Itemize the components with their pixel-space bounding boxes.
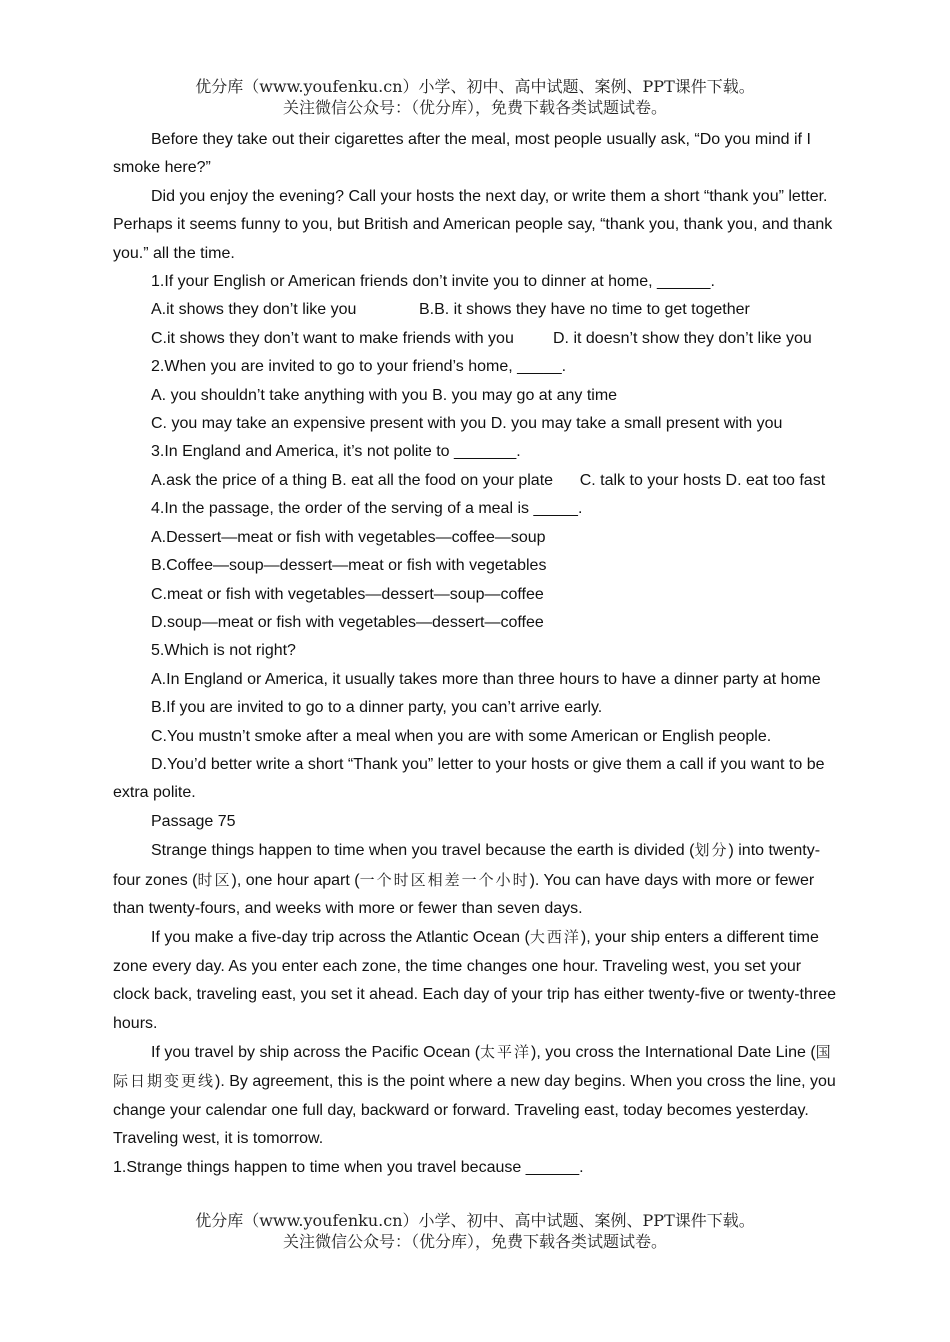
question-1-option-c: C.it shows they don’t want to make friends with you — [151, 329, 514, 347]
passage75-paragraph-atlantic: If you make a five-day trip across the Atlantic Ocean (大西洋), your ship enters a different time zone every day. As you enter each zone, the time changes one hour. Traveling west, you set your clock back, traveling east, you set it ahead. Each day of your trip has either twenty-five or twenty-three hours. — [113, 928, 837, 1032]
question-3-stem: 3.In England and America, it’s not polite to _______. — [151, 443, 521, 461]
chinese-gloss: 太平洋 — [480, 1043, 532, 1061]
chinese-gloss: 大西洋 — [529, 928, 581, 947]
passage75-paragraph-pacific: If you travel by ship across the Pacific Ocean (太平洋), you cross the International Date Line (国际日期变更线). By agreement, this is the point where a new day begins. When you cross the line, you change your calendar one full day, backward or forward. Traveling east, today becomes yesterday. Traveling west, it is tomorrow. — [113, 1043, 836, 1148]
footer-line-2: 关注微信公众号：（优分库），免费下载各类试题试卷。 — [282, 1232, 667, 1251]
header-line-1: 优分库（www.youfenku.cn）小学、初中、高中试题、案例、PPT课件下载。 — [195, 77, 755, 96]
question-4-stem: 4.In the passage, the order of the serving of a meal is _____. — [151, 500, 583, 518]
chinese-gloss: 时区 — [197, 870, 232, 889]
question-3-options: A.ask the price of a thing B. eat all the food on your plate C. talk to your hosts D. eat too fast — [151, 471, 826, 489]
page-header — [0, 76, 950, 118]
question-2-options-cd: C. you may take an expensive present with you D. you may take a small present with you — [151, 415, 783, 433]
passage75-question-1-stem: 1.Strange things happen to time when you travel because ______. — [113, 1158, 584, 1176]
question-4-option-b: B.Coffee—soup—dessert—meat or fish with vegetables — [151, 557, 547, 575]
question-1-option-a: A.it shows they don’t like you — [151, 301, 357, 319]
question-4-option-d: D.soup—meat or fish with vegetables—dessert—coffee — [151, 613, 544, 631]
document-body — [113, 126, 841, 1182]
passage75-title: Passage 75 — [151, 812, 236, 830]
question-5-option-d: D.You’d better write a short “Thank you” letter to your hosts or give them a call if you want to be extra polite. — [113, 755, 825, 802]
passage74-paragraph-thanks: Did you enjoy the evening? Call your hosts the next day, or write them a short “thank you” letter. Perhaps it seems funny to you, but British and American people say, “thank you, thank you, and thank you.” all the time. — [113, 187, 833, 262]
question-1-stem: 1.If your English or American friends don’t invite you to dinner at home, ______. — [151, 273, 715, 291]
question-1-option-d: D. it doesn’t show they don’t like you — [553, 329, 812, 347]
header-line-2: 关注微信公众号：（优分库），免费下载各类试题试卷。 — [282, 98, 667, 117]
chinese-gloss: 国际日期变更线 — [113, 1043, 833, 1091]
chinese-gloss: 一个时区相差一个小时 — [359, 870, 530, 889]
question-5-option-b: B.If you are invited to go to a dinner party, you can’t arrive early. — [151, 699, 603, 717]
question-4-option-a: A.Dessert—meat or fish with vegetables—coffee—soup — [151, 528, 546, 546]
question-5-stem: 5.Which is not right? — [151, 642, 296, 660]
passage75-paragraph-zones: Strange things happen to time when you travel because the earth is divided (划分) into twenty-four zones (时区), one hour apart (一个时区相差一个小时). You can have days with more or fewer than twenty-fours, and weeks with more or fewer than seven days. — [113, 841, 821, 917]
question-2-stem: 2.When you are invited to go to your friend’s home, _____. — [151, 358, 567, 376]
page-footer — [0, 1210, 950, 1252]
chinese-gloss: 划分 — [694, 841, 729, 860]
question-1-option-b: B.B. it shows they have no time to get together — [419, 301, 750, 319]
question-2-options-ab: A. you shouldn’t take anything with you B. you may go at any time — [151, 386, 618, 404]
question-4-option-c: C.meat or fish with vegetables—dessert—soup—coffee — [151, 585, 544, 603]
footer-line-1: 优分库（www.youfenku.cn）小学、初中、高中试题、案例、PPT课件下载。 — [195, 1211, 755, 1230]
question-1-options-cd — [113, 325, 841, 353]
question-5-option-c: C.You mustn’t smoke after a meal when you are with some American or English people. — [151, 727, 772, 745]
question-5-option-a: A.In England or America, it usually takes more than three hours to have a dinner party at home — [151, 670, 821, 688]
passage74-paragraph-smoking: Before they take out their cigarettes after the meal, most people usually ask, “Do you mind if I smoke here?” — [113, 131, 811, 177]
question-1-options-ab — [113, 296, 841, 324]
